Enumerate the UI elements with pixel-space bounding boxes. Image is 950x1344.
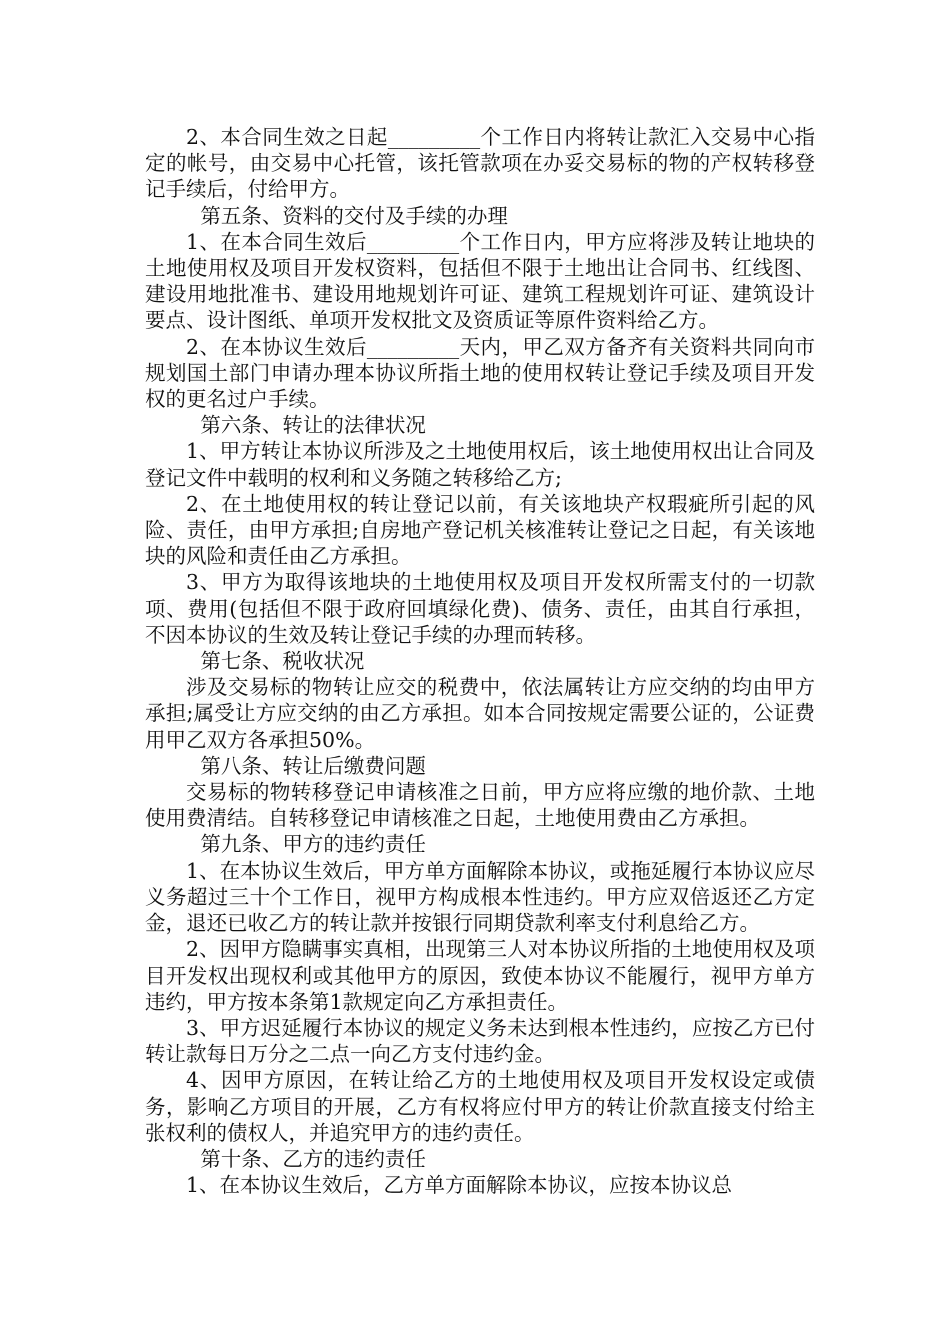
paragraph-article-8-text: 交易标的物转移登记申请核准之日前，甲方应将应缴的地价款、土地使用费清结。自转移登记申请核准之日起，土地使用费由乙方承担。: [145, 780, 815, 831]
heading-article-10: 第十条、乙方的违约责任: [200, 1146, 426, 1171]
paragraph-clause-9-3: 3、甲方迟延履行本协议的规定义务未达到根本性违约，应按乙方已付转让款每日万分之二点一向乙方支付违约金。: [145, 1015, 815, 1067]
document-body: [145, 124, 815, 1198]
heading-article-6: 第六条、转让的法律状况: [200, 413, 426, 438]
heading-article-7: 第七条、税收状况: [200, 649, 365, 674]
paragraph-clause-6-2: 2、在土地使用权的转让登记以前，有关该地块产权瑕疵所引起的风险、责任，由甲方承担;自房地产登记机关核准转让登记之日起，有关该地块的风险和责任由乙方承担。: [145, 491, 815, 569]
paragraph-clause-6-3: 3、甲方为取得该地块的土地使用权及项目开发权所需支付的一切款项、费用(包括但不限于政府回填绿化费)、债务、责任，由其自行承担，不因本协议的生效及转让登记手续的办理而转移。: [145, 570, 815, 647]
paragraph-article-7-text: 涉及交易标的物转让应交的税费中，依法属转让方应交纳的均由甲方承担;属受让方应交纳的由乙方承担。如本合同按规定需要公证的，公证费用甲乙双方各承担50%。: [145, 675, 815, 752]
heading-article-8: 第八条、转让后缴费问题: [200, 753, 426, 778]
paragraph-clause-5-1: 1、在本合同生效后_________个工作日内，甲方应将涉及转让地块的土地使用权及项目开发权资料，包括但不限于土地出让合同书、红线图、建设用地批准书、建设用地规划许可证、建筑工程规划许可证、建筑设计要点、设计图纸、单项开发权批文及资质证等原件资料给乙方。: [145, 229, 815, 333]
paragraph-clause-5-2: 2、在本协议生效后_________天内，甲乙双方备齐有关资料共同向市规划国土部门申请办理本协议所指土地的使用权转让登记手续及项目开发权的更名过户手续。: [145, 334, 815, 412]
heading-article-5: 第五条、资料的交付及手续的办理: [200, 203, 508, 228]
paragraph-clause-4-2: 2、本合同生效之日起_________个工作日内将转让款汇入交易中心指定的帐号，由交易中心托管，该托管款项在办妥交易标的物的产权转移登记手续后，付给甲方。: [145, 125, 815, 202]
paragraph-clause-9-4: 4、因甲方原因，在转让给乙方的土地使用权及项目开发权设定或债务，影响乙方项目的开展，乙方有权将应付甲方的转让价款直接支付给主张权利的债权人，并追究甲方的违约责任。: [145, 1068, 815, 1145]
paragraph-clause-6-1: 1、甲方转让本协议所涉及之土地使用权后，该土地使用权出让合同及登记文件中载明的权利和义务随之转移给乙方;: [145, 439, 815, 490]
heading-article-9: 第九条、甲方的违约责任: [200, 832, 426, 857]
paragraph-clause-10-1: 1、在本协议生效后，乙方单方面解除本协议，应按本协议总: [186, 1173, 733, 1198]
paragraph-clause-9-1: 1、在本协议生效后，甲方单方面解除本协议，或拖延履行本协议应尽义务超过三十个工作日，视甲方构成根本性违约。甲方应双倍返还乙方定金，退还已收乙方的转让款并按银行同期贷款利率支付利息给乙方。: [145, 858, 815, 936]
paragraph-clause-9-2: 2、因甲方隐瞒事实真相，出现第三人对本协议所指的土地使用权及项目开发权出现权利或其他甲方的原因，致使本协议不能履行，视甲方单方违约，甲方按本条第1款规定向乙方承担责任。: [145, 937, 815, 1014]
